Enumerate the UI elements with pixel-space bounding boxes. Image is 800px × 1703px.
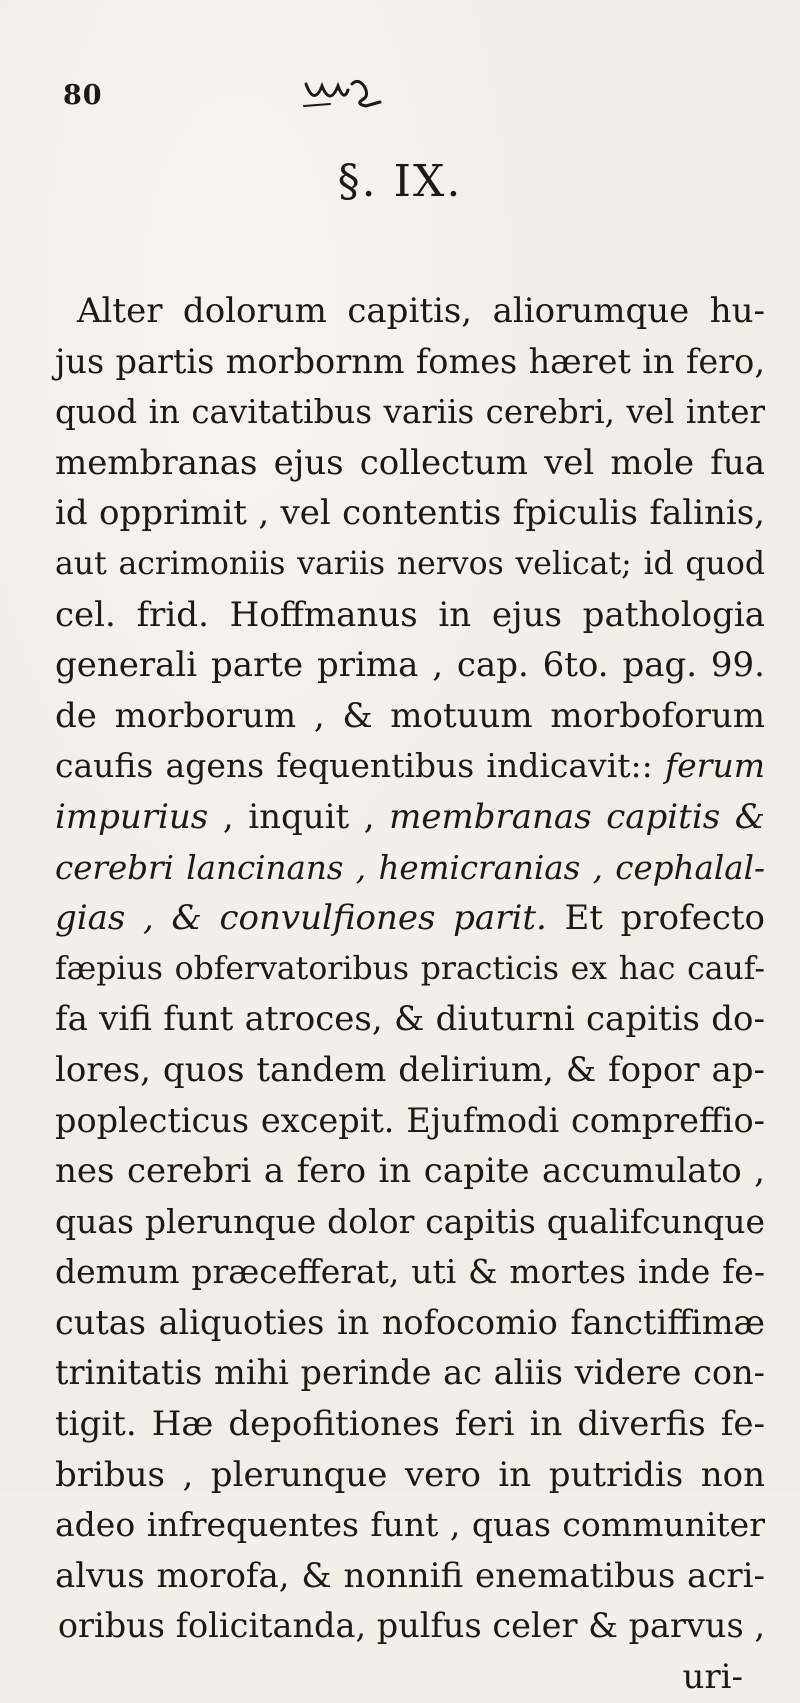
- text-run: cel. frid. Hoffmanus in ejus pathologia: [55, 594, 765, 635]
- text-line: [55, 1348, 765, 1399]
- text-line: [55, 539, 765, 590]
- body-text: [55, 286, 765, 1703]
- italic-text-run: membranas capitis &: [389, 796, 765, 837]
- text-line: [55, 1247, 765, 1298]
- text-line: [55, 741, 765, 792]
- text-run: fa vifi funt atroces, & diuturni capitis do-: [55, 999, 765, 1040]
- text-line: [55, 640, 765, 691]
- text-run: caufis agens fequentibus indicavit::: [55, 746, 665, 786]
- text-run: , inquit ,: [208, 796, 390, 837]
- text-run: cutas aliquoties in nofocomio fanctiffimæ: [55, 1302, 765, 1342]
- text-line: [55, 590, 765, 641]
- text-run: nes cerebri a fero in capite accumulato ,: [55, 1151, 765, 1192]
- text-line: [55, 1096, 765, 1147]
- text-line: [55, 1601, 765, 1652]
- text-line: [55, 286, 765, 337]
- text-line: [55, 337, 765, 388]
- text-line: [55, 792, 765, 843]
- text-run: id opprimit , vel contentis fpiculis falinis,: [55, 493, 765, 534]
- text-run: oribus folicitanda, pulfus celer & parvus ,: [57, 1606, 765, 1646]
- text-run: bribus , plerunque vero in putridis non: [55, 1454, 765, 1495]
- text-line: [55, 1500, 765, 1551]
- text-line: [55, 1551, 765, 1602]
- text-line: [55, 387, 765, 438]
- text-run: alvus morofa, & nonnifi enematibus acri-: [55, 1555, 765, 1596]
- text-run: poplecticus excepit. Ejufmodi compreffio-: [55, 1100, 765, 1140]
- page-number: 80: [63, 80, 103, 111]
- text-line: [55, 1045, 765, 1096]
- text-line: [55, 691, 765, 742]
- text-run: membranas ejus collectum vel mole fua: [55, 442, 765, 483]
- text-line: [55, 843, 765, 894]
- text-run: trinitatis mihi perinde ac aliis videre con-: [55, 1353, 765, 1393]
- text-run: de morborum , & motuum morboforum: [55, 695, 765, 736]
- italic-text-run: ferum: [664, 746, 765, 786]
- text-run: generali parte prima , cap. 6to. pag. 99.: [55, 645, 765, 686]
- text-line: [55, 1146, 765, 1197]
- section-heading: §. IX.: [337, 156, 463, 207]
- italic-text-run: gias , & convulfiones parit.: [55, 898, 547, 939]
- text-run: jus partis morbornm fomes hæret in fero,: [55, 341, 765, 381]
- text-run: adeo infrequentes funt , quas communiter: [55, 1505, 765, 1545]
- text-line: [55, 1197, 765, 1248]
- text-run: lores, quos tandem delirium, & fopor ap-: [55, 1049, 765, 1090]
- text-run: Alter dolorum capitis, aliorumque hu-: [77, 291, 765, 331]
- italic-text-run: impurius: [55, 796, 209, 837]
- text-line: [55, 438, 765, 489]
- text-run: aut acrimoniis variis nervos velicat; id quod: [55, 545, 765, 582]
- text-line: [55, 488, 765, 539]
- text-line: [55, 944, 765, 995]
- text-line: [55, 1298, 765, 1349]
- text-line: [55, 1399, 765, 1450]
- text-run: fæpius obfervatoribus practicis ex hac cauf-: [55, 950, 765, 987]
- text-line: [55, 994, 765, 1045]
- text-run: tigit. Hæ depofitiones feri in diverfis fe-: [55, 1404, 765, 1445]
- text-run: quas plerunque dolor capitis qualifcunque: [55, 1201, 765, 1241]
- text-run: demum præcefferat, uti & mortes inde fe-: [55, 1252, 765, 1292]
- text-run: quod in cavitatibus variis cerebri, vel inter: [55, 393, 765, 432]
- text-run: Et profecto: [546, 898, 766, 939]
- printer-ornament-icon: [300, 76, 390, 112]
- italic-text-run: cerebri lancinans , hemicranias , cephalal-: [55, 848, 765, 887]
- text-line: [55, 893, 765, 944]
- catchword: uri-: [682, 1657, 743, 1698]
